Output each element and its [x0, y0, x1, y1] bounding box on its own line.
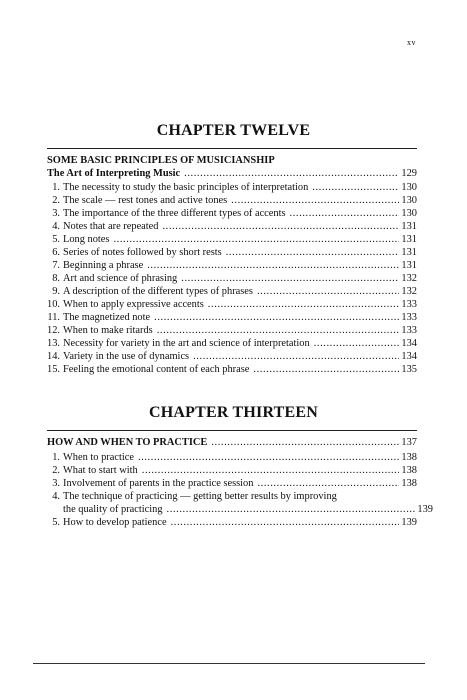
dot-leader: [312, 182, 399, 195]
dot-leader: [157, 325, 400, 338]
toc-entry-12-13[interactable]: [47, 338, 417, 351]
entry-page: 132: [401, 273, 417, 284]
entry-number: 15.: [47, 364, 60, 375]
dot-leader: [181, 273, 399, 286]
entry-label: Art and science of phrasing: [63, 273, 178, 284]
entry-number: 14.: [47, 351, 60, 362]
section-label: HOW AND WHEN TO PRACTICE: [47, 437, 208, 448]
entry-label-continued: the quality of practicing: [63, 503, 163, 515]
entry-page: 130: [401, 195, 417, 206]
entry-number: 12.: [47, 325, 60, 336]
entry-label: A description of the different types of phrases: [63, 286, 253, 297]
dot-leader: [138, 452, 399, 465]
entry-page: 132: [401, 286, 417, 297]
dot-leader: [154, 312, 399, 325]
entry-label: Long notes: [63, 234, 110, 245]
toc-entry-12-3[interactable]: [47, 208, 417, 221]
chapter-12-rule: [47, 148, 417, 149]
entry-page: 138: [401, 452, 417, 463]
section-label: The Art of Interpreting Music: [47, 168, 181, 179]
dot-leader: [147, 260, 399, 273]
toc-entry-12-8[interactable]: [47, 273, 417, 286]
entry-number: 6.: [52, 247, 60, 258]
entry-label: Feeling the emotional content of each phrase: [63, 364, 250, 375]
entry-number: 1.: [52, 452, 60, 463]
entry-page: 135: [401, 364, 417, 375]
entry-number: 10.: [47, 299, 60, 310]
toc-entry-13-2[interactable]: [47, 465, 417, 478]
dot-leader: [226, 247, 400, 260]
dot-leader: [208, 299, 400, 312]
entry-page: 133: [401, 312, 417, 323]
entry-page: 131: [401, 247, 417, 258]
entry-label: When to apply expressive accents: [63, 299, 204, 310]
entry-number: 3.: [52, 478, 60, 489]
toc-entry-12-7[interactable]: [47, 260, 417, 273]
entry-label: How to develop patience: [63, 517, 167, 528]
toc-entry-12-12[interactable]: [47, 325, 417, 338]
dot-leader: [113, 234, 399, 247]
entry-page: 134: [401, 351, 417, 362]
entry-number: 1.: [52, 182, 60, 193]
dot-leader: [314, 338, 400, 351]
entry-number: 3.: [52, 208, 60, 219]
entry-page: 139: [417, 503, 433, 515]
toc-entry-12-14[interactable]: [47, 351, 417, 364]
section-page: 129: [401, 168, 417, 179]
entry-page: 130: [401, 208, 417, 219]
dot-leader: [162, 221, 399, 234]
entry-page: 130: [401, 182, 417, 193]
bottom-rule: [33, 663, 425, 664]
dot-leader: [142, 465, 400, 478]
entry-number: 11.: [47, 312, 60, 323]
entry-label: The magnetized note: [63, 312, 151, 323]
entry-number: 13.: [47, 338, 60, 349]
dot-leader: [171, 517, 400, 530]
entry-label: Variety in the use of dynamics: [63, 351, 190, 362]
page-number: xv: [407, 38, 416, 47]
dot-leader: [231, 195, 399, 208]
dot-leader: [193, 351, 399, 364]
toc-entry-12-15[interactable]: [47, 364, 417, 377]
toc-entry-12-4[interactable]: [47, 221, 417, 234]
toc-entry-12-5[interactable]: [47, 234, 417, 247]
entry-number: 4.: [52, 221, 60, 232]
toc-entry-13-4[interactable]: [47, 491, 433, 516]
chapter-13-rule: [47, 430, 417, 431]
dot-leader: [167, 504, 416, 517]
part-heading: SOME BASIC PRINCIPLES OF MUSICIANSHIP: [47, 155, 275, 166]
dot-leader: [253, 364, 399, 377]
entry-number: 4.: [52, 491, 60, 502]
chapter-12-title: CHAPTER TWELVE: [156, 122, 311, 139]
entry-label: The scale — rest tones and active tones: [63, 195, 228, 206]
toc-entry-12-1[interactable]: [47, 182, 417, 195]
entry-number: 9.: [52, 286, 60, 297]
entry-label: Beginning a phrase: [63, 260, 144, 271]
entry-label: Notes that are repeated: [63, 221, 159, 232]
entry-number: 2.: [52, 195, 60, 206]
entry-label: Series of notes followed by short rests: [63, 247, 222, 258]
entry-number: 5.: [52, 234, 60, 245]
entry-number: 8.: [52, 273, 60, 284]
entry-page: 131: [401, 260, 417, 271]
entry-number: 7.: [52, 260, 60, 271]
entry-label: Involvement of parents in the practice session: [63, 478, 254, 489]
entry-page: 133: [401, 325, 417, 336]
dot-leader: [290, 208, 400, 221]
entry-page: 139: [401, 517, 417, 528]
entry-page: 138: [401, 465, 417, 476]
dot-leader: [257, 478, 399, 491]
entry-label: When to make ritards: [63, 325, 153, 336]
toc-entry-12-9[interactable]: [47, 286, 417, 299]
entry-page: 131: [401, 221, 417, 232]
entry-label: What to start with: [63, 465, 138, 476]
section-page: 137: [401, 437, 417, 448]
toc-entry-12-2[interactable]: [47, 195, 417, 208]
entry-label: The technique of practicing — getting better results by improving: [63, 491, 337, 502]
entry-number: 5.: [52, 517, 60, 528]
toc-entry-13-3[interactable]: [47, 478, 417, 491]
entry-page: 131: [401, 234, 417, 245]
toc-entry-13-1[interactable]: [47, 452, 417, 465]
entry-number: 2.: [52, 465, 60, 476]
entry-label: Necessity for variety in the art and science of interpretation: [63, 338, 310, 349]
entry-label: The necessity to study the basic principles of interpretation: [63, 182, 309, 193]
entry-page: 134: [401, 338, 417, 349]
entry-page: 133: [401, 299, 417, 310]
entry-label: The importance of the three different types of accents: [63, 208, 286, 219]
toc-entry-13-5[interactable]: [47, 517, 417, 530]
dot-leader: [257, 286, 399, 299]
toc-entry-12-11[interactable]: [47, 312, 417, 325]
toc-entry-12-6[interactable]: [47, 247, 417, 260]
dot-leader: [211, 437, 399, 450]
toc-entry-12-10[interactable]: [47, 299, 417, 312]
dot-leader: [184, 168, 399, 181]
entry-label: When to practice: [63, 452, 134, 463]
section-how-and-when-to-practice[interactable]: [47, 437, 417, 450]
entry-page: 138: [401, 478, 417, 489]
section-art-of-interpreting[interactable]: [47, 168, 417, 181]
chapter-13-title: CHAPTER THIRTEEN: [148, 404, 319, 421]
